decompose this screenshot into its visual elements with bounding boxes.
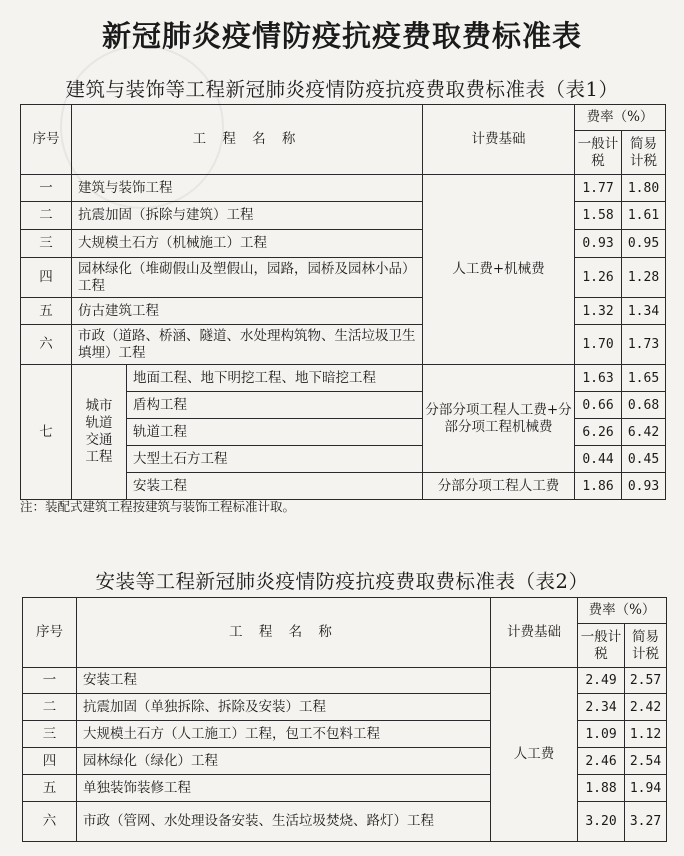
table2-row-seq: 六 (23, 802, 77, 842)
table2-row-simple: 1.94 (625, 775, 667, 802)
table2-row-simple: 1.12 (625, 721, 667, 748)
table1-row-simple: 1.34 (622, 298, 666, 325)
table2-row-general: 2.34 (578, 694, 625, 721)
table2-row-name: 市政（管网、水处理设备安装、生活垃圾焚烧、路灯）工程 (77, 802, 491, 842)
table1-row-seq: 二 (21, 202, 72, 230)
table2-row-seq: 五 (23, 775, 77, 802)
table2-row-general: 2.46 (578, 748, 625, 775)
table1-row-general: 1.32 (575, 298, 622, 325)
table2-row-seq: 四 (23, 748, 77, 775)
table2-basis-labor: 人工费 (491, 668, 578, 842)
table1-row-name: 大型土石方工程 (127, 446, 423, 473)
table2-header-basis: 计费基础 (491, 598, 578, 668)
table1-row-general: 0.66 (575, 392, 622, 419)
table1-row-general: 0.93 (575, 230, 622, 258)
table2-header-rate: 费率（%） (578, 598, 667, 624)
table2-row-general: 3.20 (578, 802, 625, 842)
table1-title: 建筑与装饰等工程新冠肺炎疫情防疫抗疫费取费标准表（表1） (65, 78, 619, 101)
table2-row-seq: 三 (23, 721, 77, 748)
table1-row-general: 6.26 (575, 419, 622, 446)
table1-row-seq: 五 (21, 298, 72, 325)
table1-row-simple: 1.80 (622, 175, 666, 202)
table1-row-name: 仿古建筑工程 (72, 298, 423, 325)
table2-row-name: 抗震加固（单独拆除、拆除及安装）工程 (77, 694, 491, 721)
table1-row-simple: 1.65 (622, 365, 666, 392)
table1-row-general: 1.58 (575, 202, 622, 230)
table1-row-name: 市政（道路、桥涵、隧道、水处理构筑物、生活垃圾卫生填埋）工程 (72, 325, 423, 365)
table1-row-simple: 0.93 (622, 473, 666, 500)
table1-row-name: 抗震加固（拆除与建筑）工程 (72, 202, 423, 230)
table1-row-general: 1.77 (575, 175, 622, 202)
table2-header-name: 工 程 名 称 (77, 598, 491, 668)
table1-row-simple: 0.95 (622, 230, 666, 258)
table2-row-name: 大规模土石方（人工施工）工程，包工不包料工程 (77, 721, 491, 748)
table1-row-general: 1.86 (575, 473, 622, 500)
table2-row-seq: 二 (23, 694, 77, 721)
table2-row-general: 2.49 (578, 668, 625, 694)
table1-header-rate: 费率（%） (575, 105, 666, 131)
table1-row-name: 地面工程、地下明挖工程、地下暗挖工程 (127, 365, 423, 392)
table2-row-general: 1.88 (578, 775, 625, 802)
table1-row-general: 1.63 (575, 365, 622, 392)
table2-header-general: 一般计税 (578, 624, 625, 668)
table2-header-seq: 序号 (23, 598, 77, 668)
table1-row-seq: 一 (21, 175, 72, 202)
table2-title: 安装等工程新冠肺炎疫情防疫抗疫费取费标准表（表2） (95, 570, 589, 593)
table1-basis-subitem-labor-machine: 分部分项工程人工费+分部分项工程机械费 (423, 365, 575, 473)
table1-row-general: 1.26 (575, 258, 622, 298)
table1-row-name: 建筑与装饰工程 (72, 175, 423, 202)
table1-row-simple: 1.73 (622, 325, 666, 365)
table1-row-simple: 1.61 (622, 202, 666, 230)
table1-header-name: 工 程 名 称 (72, 105, 423, 175)
table1-group7-category: 城市轨道交通工程 (72, 365, 127, 500)
table1 (20, 104, 666, 500)
table1-note: 注：装配式建筑工程按建筑与装饰工程标准计取。 (20, 499, 296, 514)
table1-header-general: 一般计税 (575, 131, 622, 175)
document-title: 新冠肺炎疫情防疫抗疫费取费标准表 (101, 19, 582, 53)
table1-row-simple: 1.28 (622, 258, 666, 298)
table1-header-seq: 序号 (21, 105, 72, 175)
table1-row-name: 盾构工程 (127, 392, 423, 419)
table2-row-general: 1.09 (578, 721, 625, 748)
table1-row-name: 轨道工程 (127, 419, 423, 446)
table1-group7-seq: 七 (21, 365, 72, 500)
table1-row-seq: 三 (21, 230, 72, 258)
table1-row-general: 0.44 (575, 446, 622, 473)
table1-row-simple: 0.68 (622, 392, 666, 419)
table1-header-simple: 简易计税 (622, 131, 666, 175)
table1-header-basis: 计费基础 (423, 105, 575, 175)
table1-row-name: 安装工程 (127, 473, 423, 500)
table1-basis-labor-machine: 人工费+机械费 (423, 175, 575, 365)
table2 (22, 597, 667, 842)
table1-row-general: 1.70 (575, 325, 622, 365)
table2-row-name: 园林绿化（绿化）工程 (77, 748, 491, 775)
table1-row-name: 大规模土石方（机械施工）工程 (72, 230, 423, 258)
table1-row-seq: 六 (21, 325, 72, 365)
table2-header-simple: 简易计税 (625, 624, 667, 668)
table2-row-name: 单独装饰装修工程 (77, 775, 491, 802)
table1-basis-subitem-labor: 分部分项工程人工费 (423, 473, 575, 500)
table2-row-simple: 2.54 (625, 748, 667, 775)
table1-row-seq: 四 (21, 258, 72, 298)
table2-row-simple: 3.27 (625, 802, 667, 842)
table2-row-simple: 2.42 (625, 694, 667, 721)
table2-row-name: 安装工程 (77, 668, 491, 694)
table2-row-seq: 一 (23, 668, 77, 694)
table2-row-simple: 2.57 (625, 668, 667, 694)
table1-row-simple: 6.42 (622, 419, 666, 446)
table1-row-name: 园林绿化（堆砌假山及塑假山，园路，园桥及园林小品）工程 (72, 258, 423, 298)
table1-row-simple: 0.45 (622, 446, 666, 473)
